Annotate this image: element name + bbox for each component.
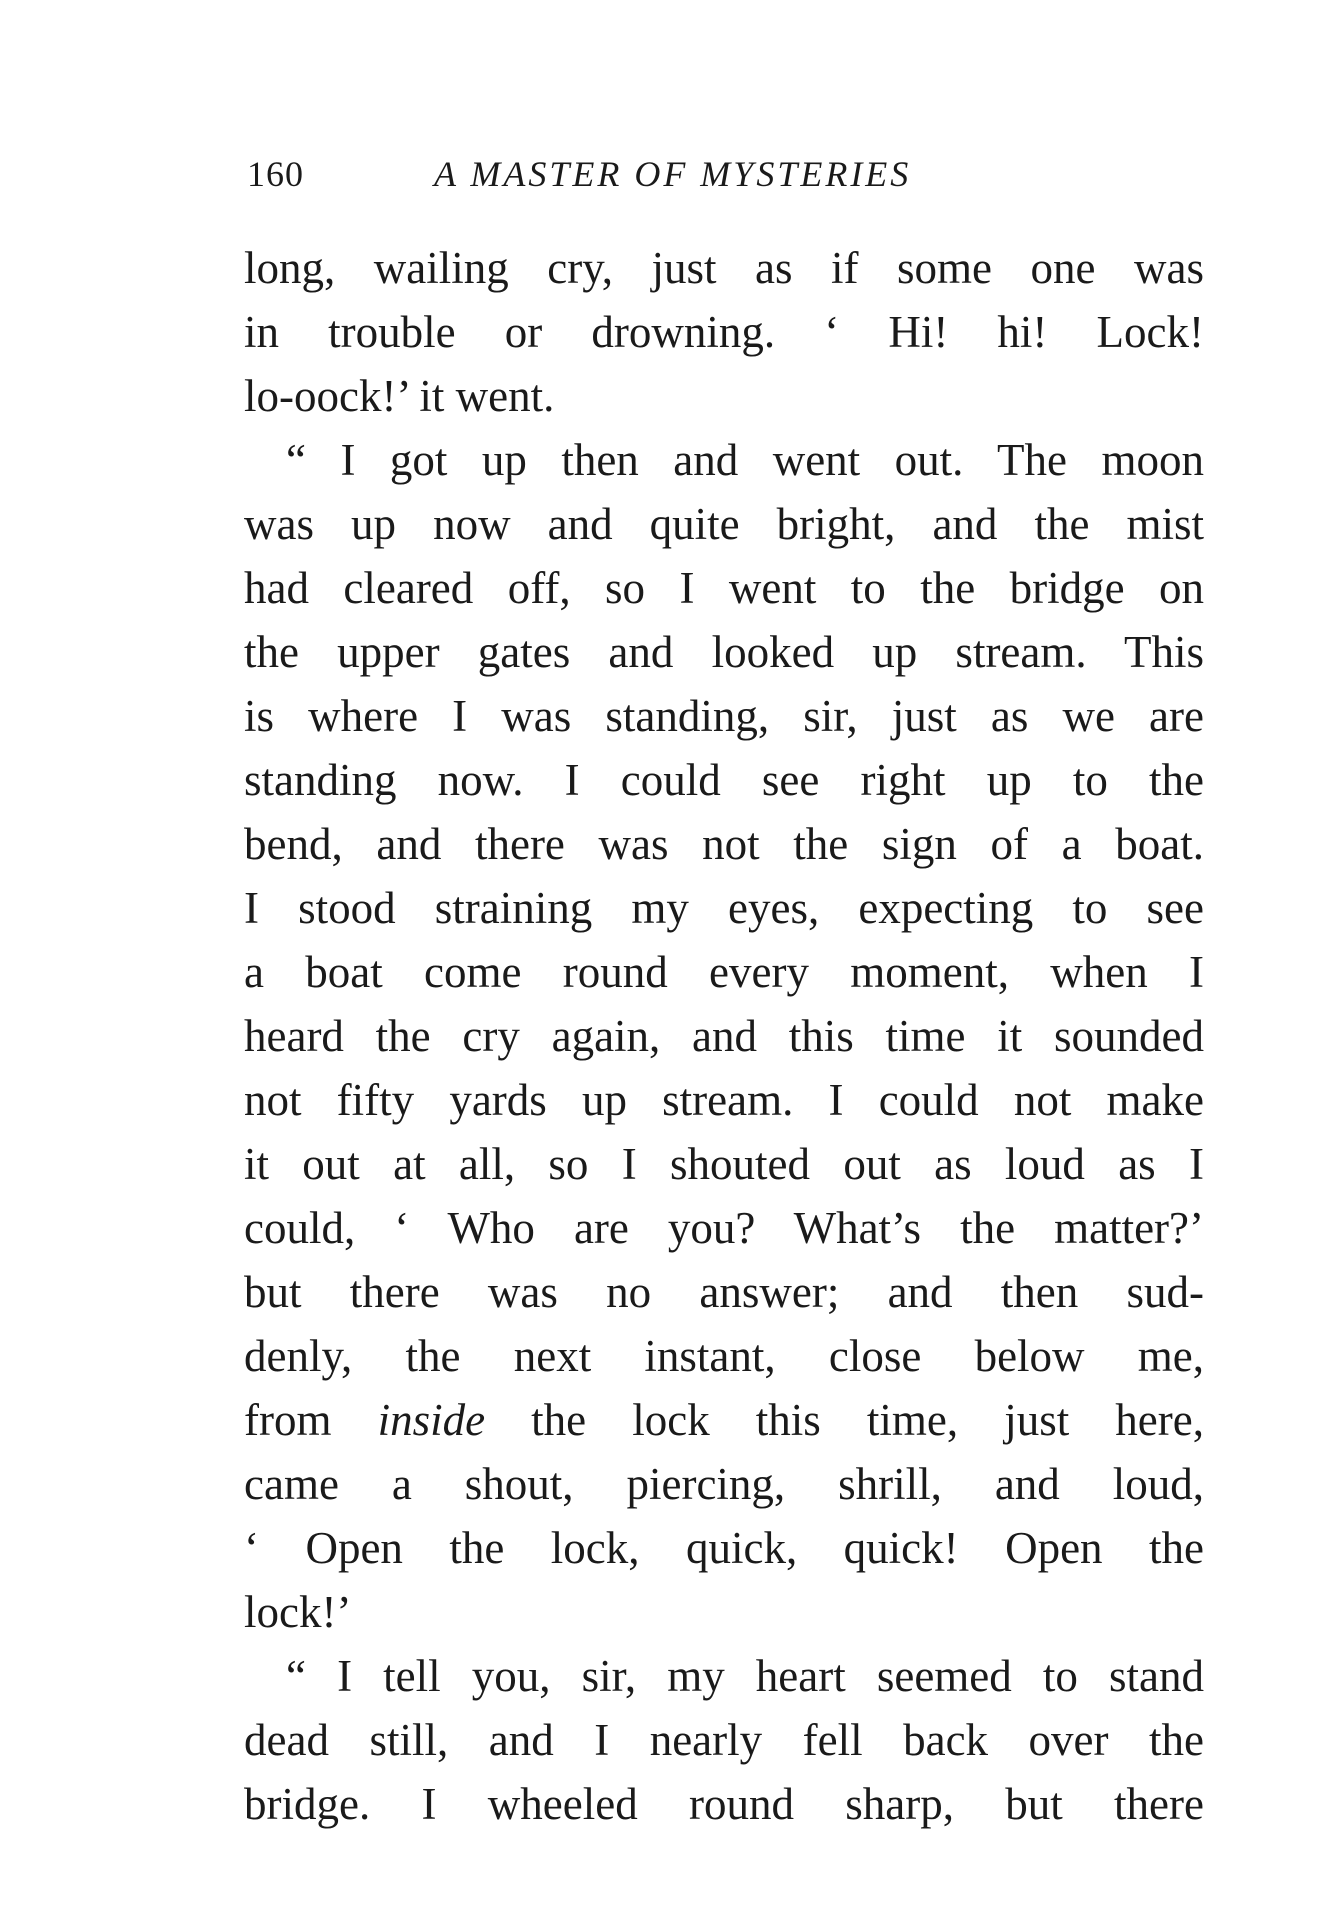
text-line: lo-oock!’ it went.	[244, 371, 555, 421]
inside-after: the lock this time, just here,	[485, 1395, 1204, 1445]
text-line: “ I got up then and went out. The moon	[286, 435, 1204, 485]
text-line: standing now. I could see right up to the	[244, 755, 1204, 805]
running-title: A MASTER OF MYSTERIES	[434, 154, 912, 194]
text-line: had cleared off, so I went to the bridge on	[244, 563, 1204, 613]
text-line: was up now and quite bright, and the mist	[244, 499, 1204, 549]
text-line: a boat come round every moment, when I	[244, 947, 1204, 997]
text-line: in trouble or drowning. ‘ Hi! hi! Lock!	[244, 307, 1204, 357]
running-head	[247, 150, 1207, 198]
text-line: I stood straining my eyes, expecting to see	[244, 883, 1204, 933]
text-line: lock!’	[244, 1587, 352, 1637]
text-line: heard the cry again, and this time it sounded	[244, 1011, 1204, 1061]
text-line: it out at all, so I shouted out as loud as I	[244, 1139, 1204, 1189]
page-number: 160	[247, 154, 304, 194]
text-line: is where I was standing, sir, just as we are	[244, 691, 1204, 741]
text-line: long, wailing cry, just as if some one was	[244, 243, 1204, 293]
text-line: ‘ Open the lock, quick, quick! Open the	[244, 1523, 1204, 1573]
text-line-inside	[244, 1388, 1204, 1452]
text-line: came a shout, piercing, shrill, and loud,	[244, 1459, 1204, 1509]
text-line: but there was no answer; and then sud-	[244, 1267, 1204, 1317]
text-line: the upper gates and looked up stream. This	[244, 627, 1204, 677]
text-line: could, ‘ Who are you? What’s the matter?’	[244, 1203, 1204, 1253]
body-text	[244, 236, 1204, 1836]
inside-italic: inside	[377, 1395, 486, 1445]
text-line: not fifty yards up stream. I could not make	[244, 1075, 1204, 1125]
text-line: “ I tell you, sir, my heart seemed to stand	[286, 1651, 1204, 1701]
text-line: denly, the next instant, close below me,	[244, 1331, 1204, 1381]
text-line: dead still, and I nearly fell back over the	[244, 1715, 1204, 1765]
text-line: bend, and there was not the sign of a boat.	[244, 819, 1204, 869]
inside-before: from	[244, 1395, 378, 1445]
text-line: bridge. I wheeled round sharp, but there	[244, 1779, 1204, 1829]
